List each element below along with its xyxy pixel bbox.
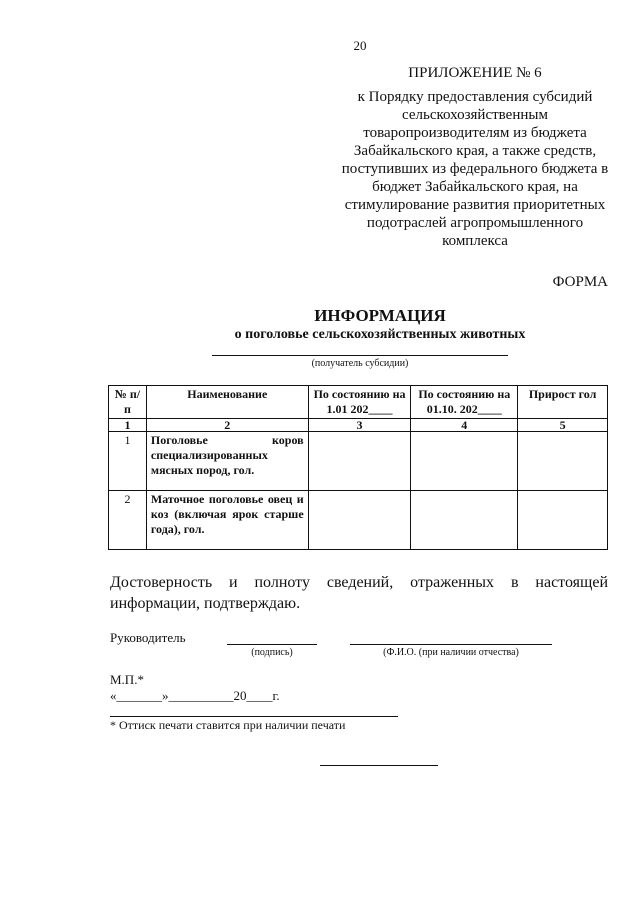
head-label: Руководитель	[110, 630, 186, 645]
page-number: 20	[353, 38, 367, 53]
column-number: 2	[146, 419, 308, 432]
appendix-title: ПРИЛОЖЕНИЕ № 6	[408, 65, 542, 81]
row-as-of-1-cell[interactable]	[308, 491, 411, 550]
column-number: 1	[109, 419, 147, 432]
recipient-field-line[interactable]	[212, 355, 508, 356]
header-growth: Прирост гол	[518, 386, 608, 419]
row-name: Маточное поголовье овец и коз (включая ярок старше года), гол.	[146, 491, 308, 550]
document-title: ИНФОРМАЦИЯ	[314, 306, 446, 325]
date-line[interactable]: «_______»__________20____г.	[110, 688, 280, 703]
row-num: 1	[109, 432, 147, 491]
signature-caption: (подпись)	[251, 647, 293, 658]
row-as-of-2-cell[interactable]	[411, 432, 518, 491]
fio-line[interactable]	[350, 644, 552, 645]
row-growth-cell[interactable]	[518, 432, 608, 491]
column-number: 5	[518, 419, 608, 432]
confirmation-text: Достоверность и полноту сведений, отраженных в настоящей информации, подтверждаю.	[110, 574, 608, 612]
appendix-text: к Порядку предоставления субсидий сельскохозяйственным товаропроизводителям из бюджета Забайкальского края, а также средств, поступивших из федерального бюджета в бюджет Забайкальского края, на стимулирование развития приоритетных подотраслей агропромышленного комплекса	[341, 89, 609, 249]
header-name: Наименование	[146, 386, 308, 419]
table-row	[109, 432, 608, 491]
signature-line[interactable]	[227, 644, 317, 645]
livestock-table	[108, 385, 608, 550]
document-subtitle: о поголовье сельскохозяйственных животных	[234, 327, 526, 342]
row-growth-cell[interactable]	[518, 491, 608, 550]
row-name: Поголовье коров специализированных мясных пород, гол.	[146, 432, 308, 491]
row-num: 2	[109, 491, 147, 550]
form-label: ФОРМА	[552, 274, 608, 290]
column-numbers-row	[109, 419, 608, 432]
footnote-divider	[110, 716, 398, 717]
fio-caption: (Ф.И.О. (при наличии отчества)	[383, 647, 519, 658]
bottom-divider	[320, 765, 438, 766]
header-as-of-1: По состоянию на 1.01 202____	[308, 386, 411, 419]
row-as-of-2-cell[interactable]	[411, 491, 518, 550]
table-header-row	[109, 386, 608, 419]
header-num: № п/п	[109, 386, 147, 419]
column-number: 4	[411, 419, 518, 432]
appendix-block	[335, 64, 615, 250]
table-row	[109, 491, 608, 550]
column-number: 3	[308, 419, 411, 432]
header-as-of-2: По состоянию на 01.10. 202____	[411, 386, 518, 419]
recipient-caption: (получатель субсидии)	[311, 358, 409, 369]
footnote: * Оттиск печати ставится при наличии печати	[110, 718, 346, 732]
stamp-label: М.П.*	[110, 672, 144, 687]
row-as-of-1-cell[interactable]	[308, 432, 411, 491]
